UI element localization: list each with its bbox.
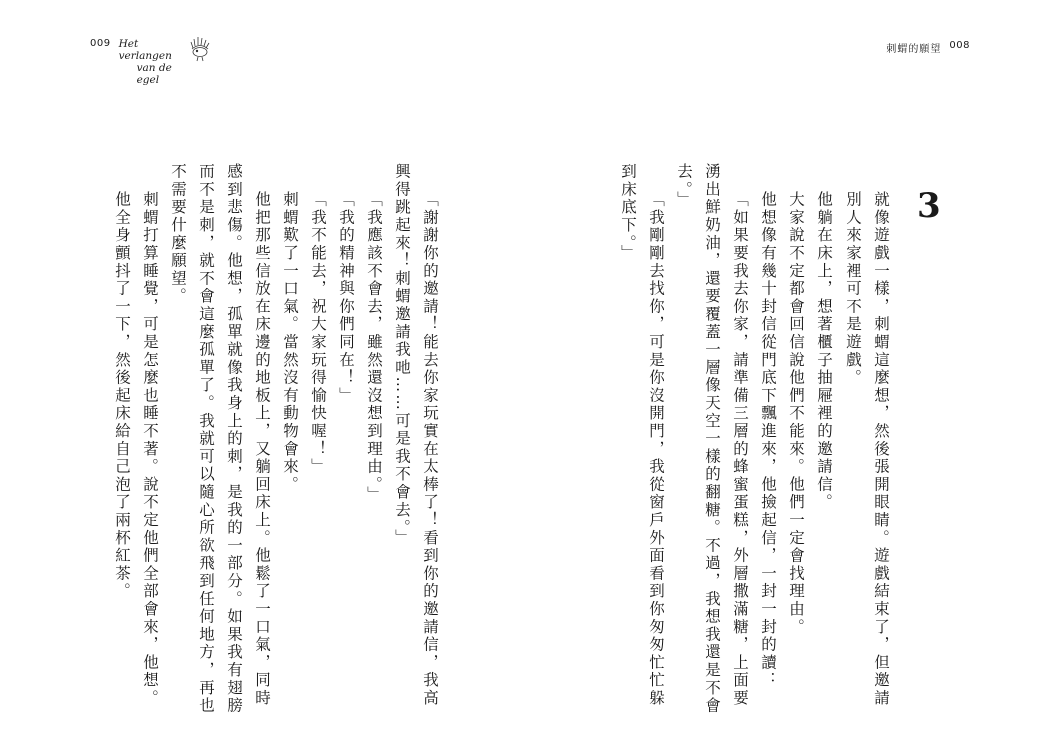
text-column: 而不是刺，就不會這麼孤單了。我就可以隨心所欲飛到任何地方，再也 xyxy=(197,163,215,715)
left-page-header xyxy=(90,38,211,86)
text-column: 他躺在床上，想著櫃子抽屜裡的邀請信。 xyxy=(815,191,833,512)
text-column: 「我應該不會去，雖然還沒想到理由。」 xyxy=(365,191,383,504)
text-column: 「我剛剛去找你，可是你沒開門，我從窗戶外面看到你匆匆忙忙躲 xyxy=(647,191,665,708)
text-column: 「我的精神與你們同在！」 xyxy=(337,191,355,405)
text-column: 「我不能去，祝大家玩得愉快喔！」 xyxy=(309,191,327,476)
left-title-line1: Het verlangen xyxy=(118,38,172,62)
text-column: 湧出鮮奶油，還要覆蓋一層像天空一樣的翻糖。不過，我想我還是不會 xyxy=(703,163,721,715)
text-column: 「如果要我去你家，請準備三層的蜂蜜蛋糕，外層撒滿糖，上面要 xyxy=(731,191,749,708)
text-column: 感到悲傷。他想，孤單就像我身上的刺，是我的一部分。如果我有翅膀 xyxy=(225,163,243,715)
hedgehog-icon xyxy=(189,34,211,62)
text-column: 興得跳起來！刺蝟邀請我吔……可是我不會去。」 xyxy=(393,163,411,547)
chapter-number: 3 xyxy=(917,186,941,226)
left-running-title xyxy=(119,38,181,86)
text-column: 他全身顫抖了一下，然後起床給自己泡了兩杯紅茶。 xyxy=(113,191,131,601)
text-column: 他想像有幾十封信從門底下飄進來，他撿起信，一封一封的讀： xyxy=(759,191,777,690)
right-page-number: 008 xyxy=(949,40,970,51)
text-column: 他把那些信放在床邊的地板上，又躺回床上。他鬆了一口氣，同時 xyxy=(253,191,271,708)
text-column: 大家說不定都會回信說他們不能來。他們一定會找理由。 xyxy=(787,191,805,636)
text-column: 就像遊戲一樣，刺蝟這麼想，然後張開眼睛。遊戲結束了，但邀請 xyxy=(872,191,890,708)
left-page-number: 009 xyxy=(90,38,111,49)
right-running-title: 刺蝟的願望 xyxy=(886,44,942,55)
text-column: 刺蝟歎了一口氣。當然沒有動物會來。 xyxy=(281,191,299,494)
text-column: 去。」 xyxy=(675,163,693,209)
text-column: 刺蝟打算睡覺，可是怎麼也睡不著。說不定他們全部會來，他想。 xyxy=(141,191,159,708)
text-column: 到床底下。」 xyxy=(619,163,637,263)
right-page-header xyxy=(886,40,970,55)
text-column: 「謝謝你的邀請！能去你家玩實在太棒了！看到你的邀請信，我高 xyxy=(421,191,439,708)
left-title-line2: van de egel xyxy=(136,62,172,86)
text-column: 不需要什麼願望。 xyxy=(169,163,187,306)
text-column: 別人來家裡可不是遊戲。 xyxy=(844,191,862,387)
